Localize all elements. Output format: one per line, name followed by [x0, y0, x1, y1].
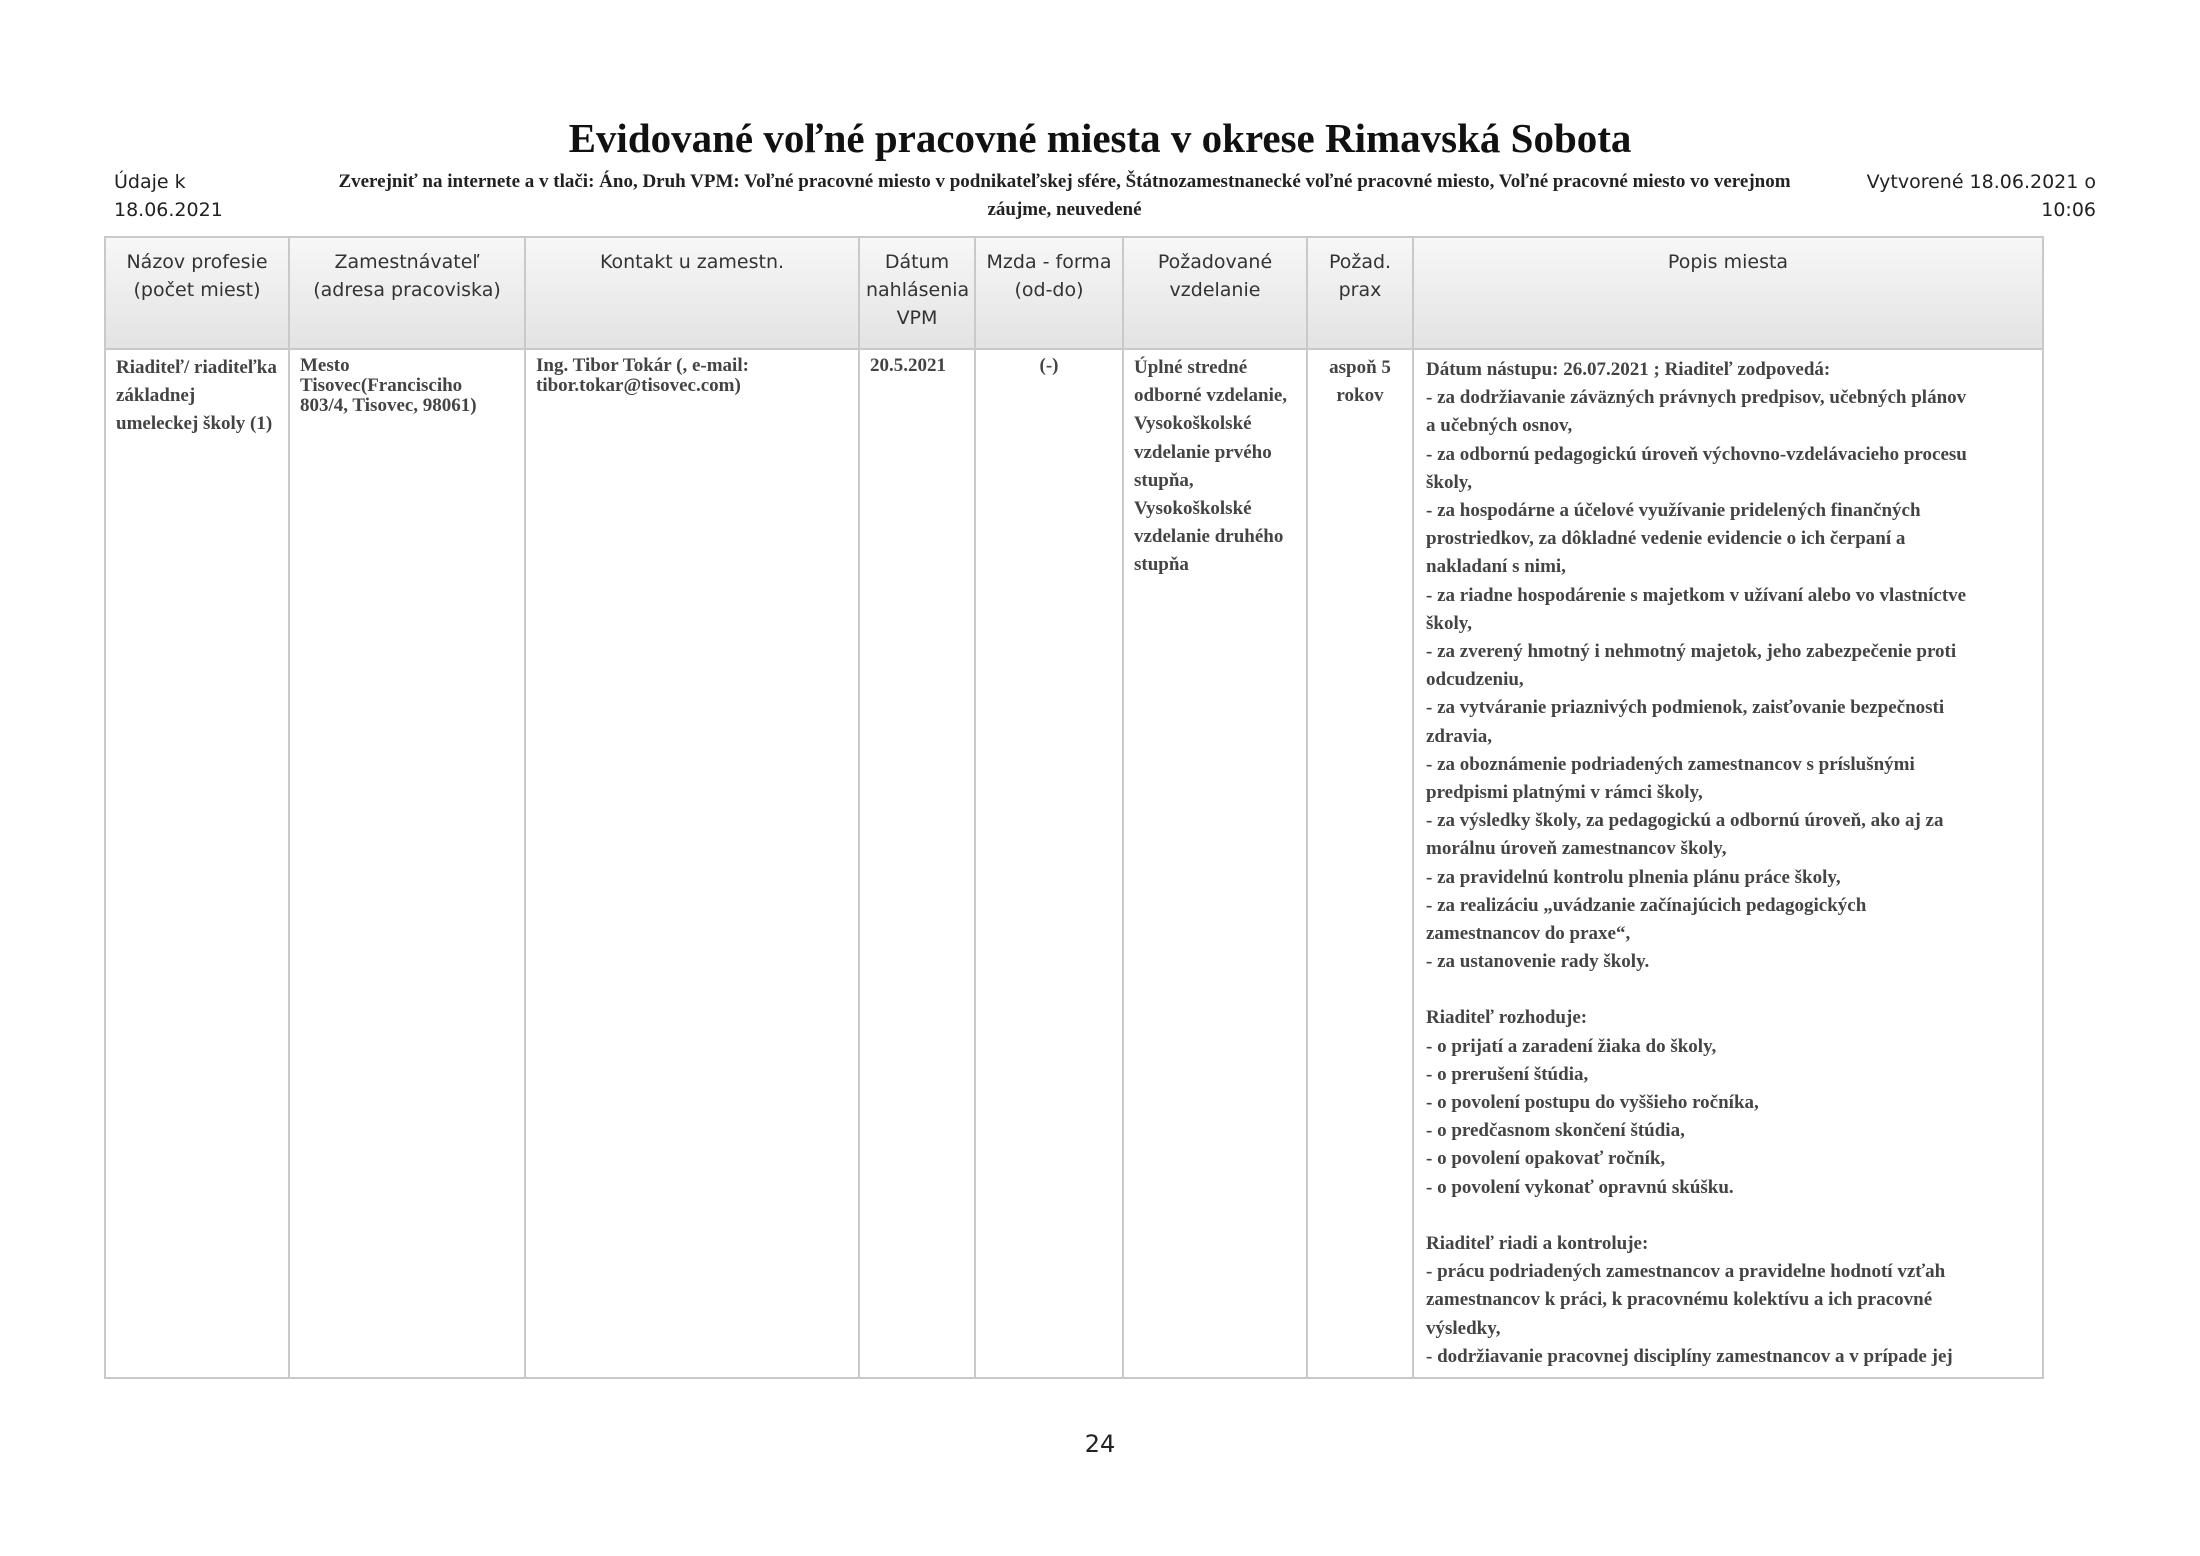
description-line: a učebných osnov, — [1426, 415, 1573, 437]
description-line: - za výsledky školy, za pedagogickú a odbornú úroveň, ako aj za — [1426, 810, 1944, 832]
cell-contact: Ing. Tibor Tokár (, e-mail: tibor.tokar@tisovec.com) — [525, 349, 859, 1378]
cell-date: 20.5.2021 — [859, 349, 975, 1378]
data-date-value: 18.06.2021 — [114, 199, 223, 221]
column-header-profession: Názov profesie (počet miest) — [105, 237, 289, 349]
description-line: - za vytváranie priaznivých podmienok, zaisťovanie bezpečnosti — [1426, 697, 1945, 719]
filter-description-line2: záujme, neuvedené — [987, 199, 1142, 220]
description-line: nakladaní s nimi, — [1426, 556, 1566, 578]
column-header-salary: Mzda - forma (od-do) — [975, 237, 1123, 349]
page-number: 24 — [1084, 1430, 1116, 1458]
cell-education: Úplné stredné odborné vzdelanie, Vysokoškolské vzdelanie prvého stupňa, Vysokoškolské vzdelanie druhého stupňa — [1123, 349, 1307, 1378]
description-line: - o povolení postupu do vyššieho ročníka, — [1426, 1092, 1759, 1114]
description-line: - za ustanovenie rady školy. — [1426, 951, 1650, 973]
created-timestamp-line1: Vytvorené 18.06.2021 o — [1866, 171, 2096, 193]
cell-salary: (-) — [975, 349, 1123, 1378]
cell-description — [1413, 349, 2043, 1378]
column-header-education: Požadované vzdelanie — [1123, 237, 1307, 349]
description-line: - o prerušení štúdia, — [1426, 1063, 1589, 1085]
description-line: - za odbornú pedagogickú úroveň výchovno-vzdelávacieho procesu — [1426, 443, 1967, 465]
description-line: - o povolení opakovať ročník, — [1426, 1148, 1666, 1170]
description-lines — [1426, 356, 2032, 1371]
description-line: - o povolení vykonať opravnú skúšku. — [1426, 1176, 1734, 1198]
description-line: morálnu úroveň zamestnancov školy, — [1426, 838, 1727, 860]
description-line — [1426, 976, 2032, 1004]
description-line: Riaditeľ rozhoduje: — [1426, 1007, 1588, 1029]
cell-profession: Riaditeľ/ riaditeľka základnej umeleckej školy (1) — [105, 349, 289, 1378]
column-header-employer: Zamestnávateľ (adresa pracoviska) — [289, 237, 525, 349]
created-timestamp — [1860, 168, 2096, 224]
description-line: - za pravidelnú kontrolu plnenia plánu práce školy, — [1426, 866, 1841, 888]
description-line: zamestnancov k práci, k pracovnému kolektívu a ich pracovné — [1426, 1289, 1933, 1311]
description-line: výsledky, — [1426, 1317, 1501, 1339]
description-line: - za hospodárne a účelové využívanie pridelených finančných — [1426, 500, 1921, 522]
column-header-date: Dátum nahlásenia VPM — [859, 237, 975, 349]
filter-description — [262, 168, 1867, 224]
description-line: školy, — [1426, 471, 1472, 493]
description-line: predpismi platnými v rámci školy, — [1426, 782, 1703, 804]
description-line: - prácu podriadených zamestnancov a pravidelne hodnotí vzťah — [1426, 1261, 1946, 1283]
cell-experience: aspoň 5 rokov — [1307, 349, 1413, 1378]
description-line: školy, — [1426, 612, 1472, 634]
description-line: Riaditeľ riadi a kontroluje: — [1426, 1232, 1649, 1254]
column-header-contact: Kontakt u zamestn. — [525, 237, 859, 349]
table-row — [105, 349, 2043, 1378]
data-date-prefix: Údaje k — [114, 171, 186, 193]
description-line: prostriedkov, za dôkladné vedenie evidencie o ich čerpaní a — [1426, 528, 1906, 550]
description-line: zdravia, — [1426, 725, 1492, 747]
description-line: zamestnancov do praxe“, — [1426, 923, 1631, 945]
description-line: Dátum nástupu: 26.07.2021 ; Riaditeľ zodpovedá: — [1426, 359, 1831, 380]
description-line: - o predčasnom skončení štúdia, — [1426, 1120, 1685, 1142]
column-header-description: Popis miesta — [1413, 237, 2043, 349]
column-header-experience: Požad. prax — [1307, 237, 1413, 349]
description-line: - dodržiavanie pracovnej disciplíny zamestnancov a v prípade jej — [1426, 1345, 1953, 1367]
description-line: - za riadne hospodárenie s majetkom v užívaní alebo vo vlastníctve — [1426, 584, 1967, 606]
vacancy-table — [104, 236, 2044, 1379]
cell-employer: Mesto Tisovec(Francisciho 803/4, Tisovec, 98061) — [289, 349, 525, 1378]
description-line: - za oboznámenie podriadených zamestnancov s príslušnými — [1426, 753, 1915, 775]
description-line: - za realizáciu „uvádzanie začínajúcich pedagogických — [1426, 894, 1867, 916]
page-title: Evidované voľné pracovné miesta v okrese Rimavská Sobota — [568, 115, 1632, 161]
description-line: - o prijatí a zaradení žiaka do školy, — [1426, 1035, 1717, 1057]
table-header-row — [105, 237, 2043, 349]
data-date-label — [114, 168, 223, 224]
description-line: odcudzeniu, — [1426, 669, 1524, 691]
description-line — [1426, 1202, 2032, 1230]
filter-description-line1: Zverejniť na internete a v tlači: Áno, Druh VPM: Voľné pracovné miesto v podnikateľskej sfére, Štátnozamestnanecké voľné pracovné miesto, Voľné pracovné miesto vo verejnom — [338, 171, 1791, 192]
description-line: - za zverený hmotný i nehmotný majetok, jeho zabezpečenie proti — [1426, 641, 1957, 663]
created-timestamp-line2: 10:06 — [2041, 199, 2096, 221]
description-line: - za dodržiavanie záväzných právnych predpisov, učebných plánov — [1426, 387, 1967, 409]
